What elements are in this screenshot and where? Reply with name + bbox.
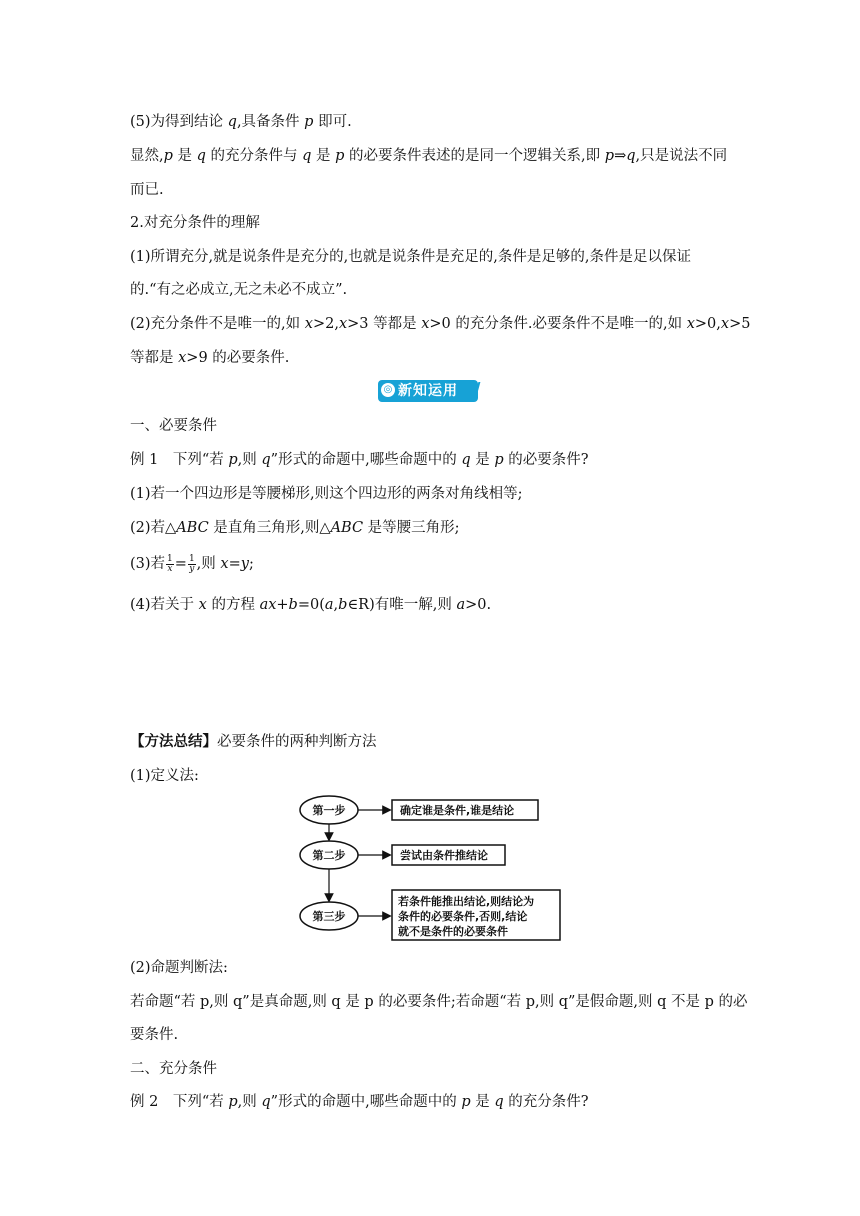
box-3-line-1: 若条件能推出结论,则结论为: [398, 895, 535, 908]
box-3-line-2: 条件的必要条件,否则,结论: [398, 910, 528, 923]
example-1-item-4: (4)若关于 x 的方程 ax+b=0(a,b∈R)有唯一解,则 a>0.: [130, 597, 492, 613]
fraction-1-over-x: $\frac{1}{x}$: [167, 553, 173, 574]
text-line-2: 显然,p 是 q 的充分条件与 q 是 p 的必要条件表述的是同一个逻辑关系,即 p⇒q,只是说法不同: [130, 148, 728, 164]
step-1-label: 第一步: [312, 804, 346, 817]
example-1: 例 1 下列“若 p,则 q”形式的命题中,哪些命题中的 q 是 p 的必要条件?: [130, 452, 589, 468]
step-2-label: 第二步: [312, 849, 346, 862]
example-2: 例 2 下列“若 p,则 q”形式的命题中,哪些命题中的 p 是 q 的充分条件?: [130, 1094, 589, 1110]
section-heading-necessary: 一、必要条件: [130, 418, 217, 434]
text-line-6: 的.“有之必成立,无之未必不成立”.: [130, 282, 348, 298]
method-proposition-label: (2)命题判断法:: [130, 960, 228, 976]
text-line-7: (2)充分条件不是唯一的,如 x>2,x>3 等都是 x>0 的充分条件.必要条件不是唯一的,如 x>0,x>5: [130, 316, 751, 332]
fraction-1-over-y: $\frac{1}{y}$: [188, 553, 195, 574]
method-definition-label: (1)定义法:: [130, 768, 199, 784]
section-banner: [378, 380, 482, 402]
method-summary: [130, 732, 377, 752]
step-3-label: 第三步: [312, 910, 346, 923]
example-1-item-2: (2)若△ABC 是直角三角形,则△ABC 是等腰三角形;: [130, 520, 460, 536]
subheading-understanding: 2.对充分条件的理解: [130, 215, 260, 231]
text-line-5: (1)所谓充分,就是说条件是充分的,也就是说条件是充足的,条件是足够的,条件是足以保证: [130, 249, 691, 265]
method-subtitle: 必要条件的两种判断方法: [217, 734, 377, 750]
example-1-item-3: (3)若 $\frac{1}{x}=$ $\frac{1}{y}$,则 x=y;: [130, 553, 254, 574]
method-proposition-line-2: 要条件.: [130, 1027, 179, 1043]
box-2-text: 尝试由条件推结论: [400, 849, 488, 862]
example-1-item-1: (1)若一个四边形是等腰梯形,则这个四边形的两条对角线相等;: [130, 486, 523, 502]
method-proposition-line-1: 若命题“若 p,则 q”是真命题,则 q 是 p 的必要条件;若命题“若 p,则 q”是假命题,则 q 不是 p 的必: [130, 994, 748, 1010]
section-heading-sufficient: 二、充分条件: [130, 1061, 217, 1077]
banner-title: 新知运用: [398, 383, 458, 399]
text-line-1: (5)为得到结论 q,具备条件 p 即可.: [130, 114, 352, 130]
method-title: 【方法总结】: [130, 733, 217, 750]
flowchart: [296, 790, 566, 945]
box-3-line-3: 就不是条件的必要条件: [398, 925, 508, 938]
text-line-3: 而已.: [130, 182, 164, 198]
text-line-8: 等都是 x>9 的必要条件.: [130, 350, 290, 366]
box-1-text: 确定谁是条件,谁是结论: [400, 804, 515, 817]
target-icon: ◎: [381, 383, 395, 397]
